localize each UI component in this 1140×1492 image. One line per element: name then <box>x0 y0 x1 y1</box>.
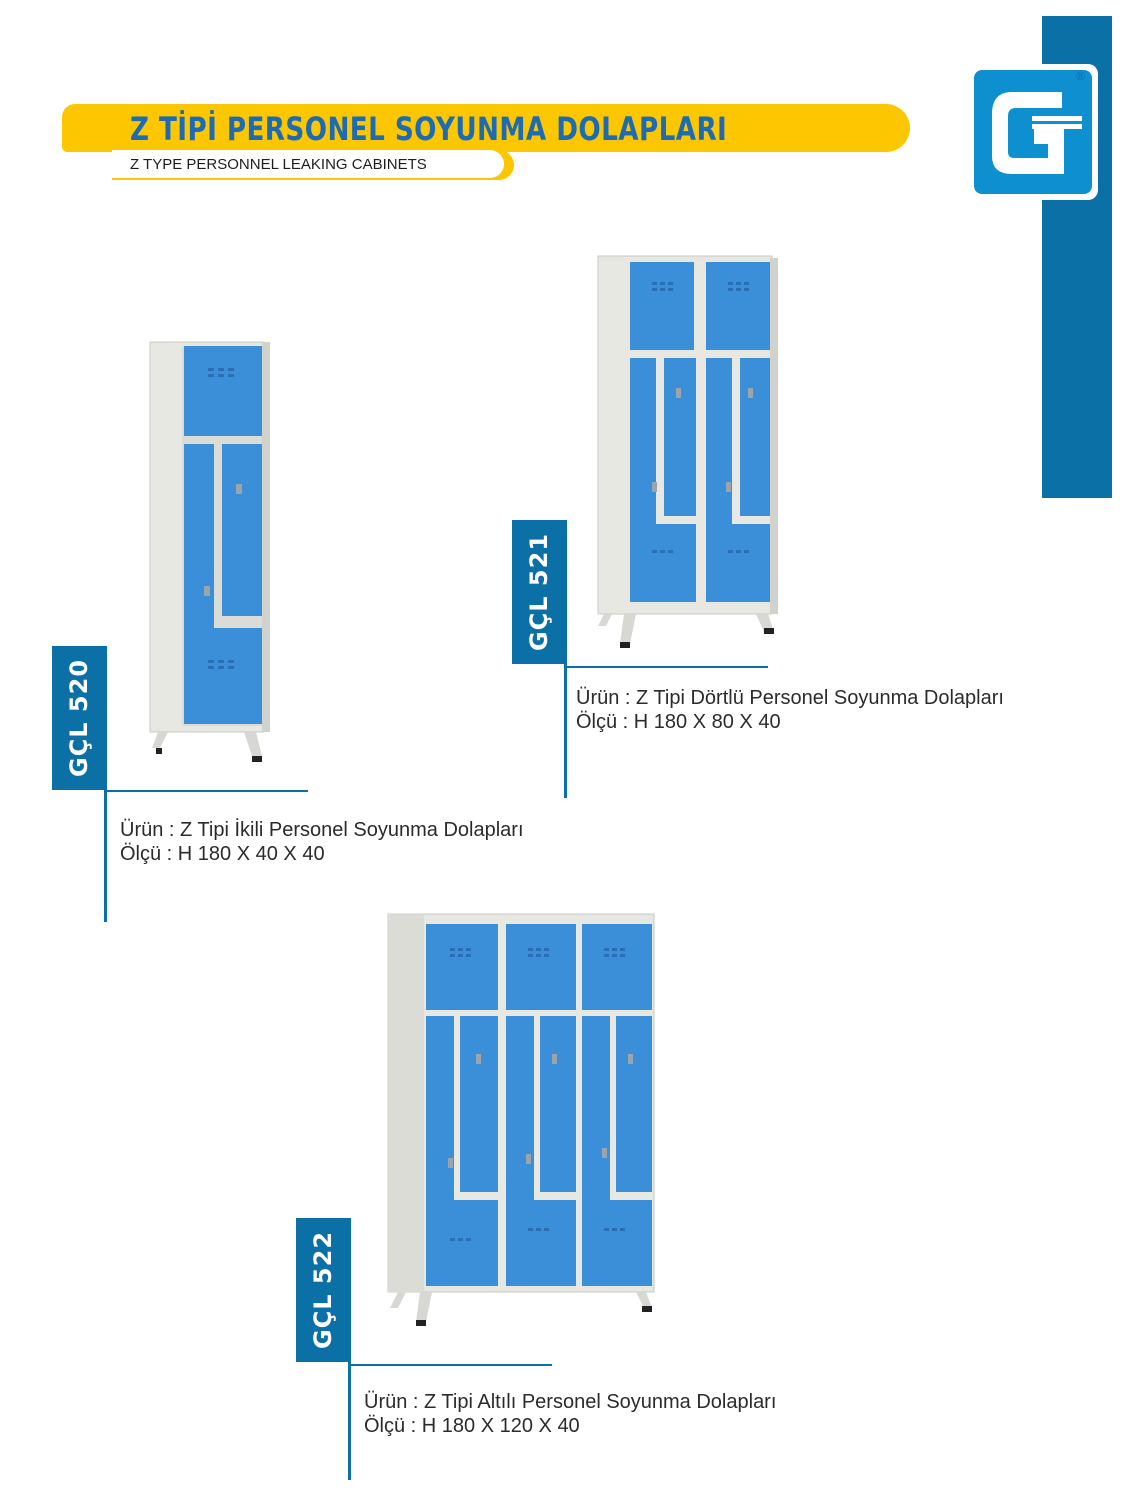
page-subtitle: Z TYPE PERSONNEL LEAKING CABINETS <box>130 156 427 173</box>
divider-vertical <box>564 520 567 798</box>
product-name: Ürün : Z Tipi Dörtlü Personel Soyunma Dolapları <box>576 687 1004 709</box>
page-title: Z TİPİ PERSONEL SOYUNMA DOLAPLARI <box>130 110 728 148</box>
product-name: Ürün : Z Tipi İkili Personel Soyunma Dolapları <box>120 819 524 841</box>
product-size: Ölçü : H 180 X 40 X 40 <box>120 843 325 865</box>
divider-vertical <box>104 646 107 922</box>
divider-horizontal <box>348 1364 552 1366</box>
product-code-label: GÇL 520 <box>65 658 93 778</box>
product-code-tag <box>512 520 566 664</box>
locker-image-gcl521 <box>596 254 780 650</box>
product-code-label: GÇL 521 <box>525 532 553 652</box>
locker-image-gcl522 <box>386 912 660 1332</box>
product-size: Ölçü : H 180 X 80 X 40 <box>576 711 781 733</box>
product-name: Ürün : Z Tipi Altılı Personel Soyunma Dolapları <box>364 1391 777 1413</box>
divider-horizontal <box>564 666 768 668</box>
product-info <box>120 818 524 866</box>
product-code-tag <box>52 646 106 790</box>
registered-mark: ® <box>1076 69 1085 83</box>
product-info <box>576 686 1004 734</box>
divider-horizontal <box>104 790 308 792</box>
locker-image-gcl520 <box>148 340 272 770</box>
product-code-label: GÇL 522 <box>309 1230 337 1350</box>
brand-logo-icon <box>966 62 1100 202</box>
product-size: Ölçü : H 180 X 120 X 40 <box>364 1415 580 1437</box>
product-code-tag <box>296 1218 350 1362</box>
divider-vertical <box>348 1218 351 1480</box>
product-info <box>364 1390 776 1438</box>
